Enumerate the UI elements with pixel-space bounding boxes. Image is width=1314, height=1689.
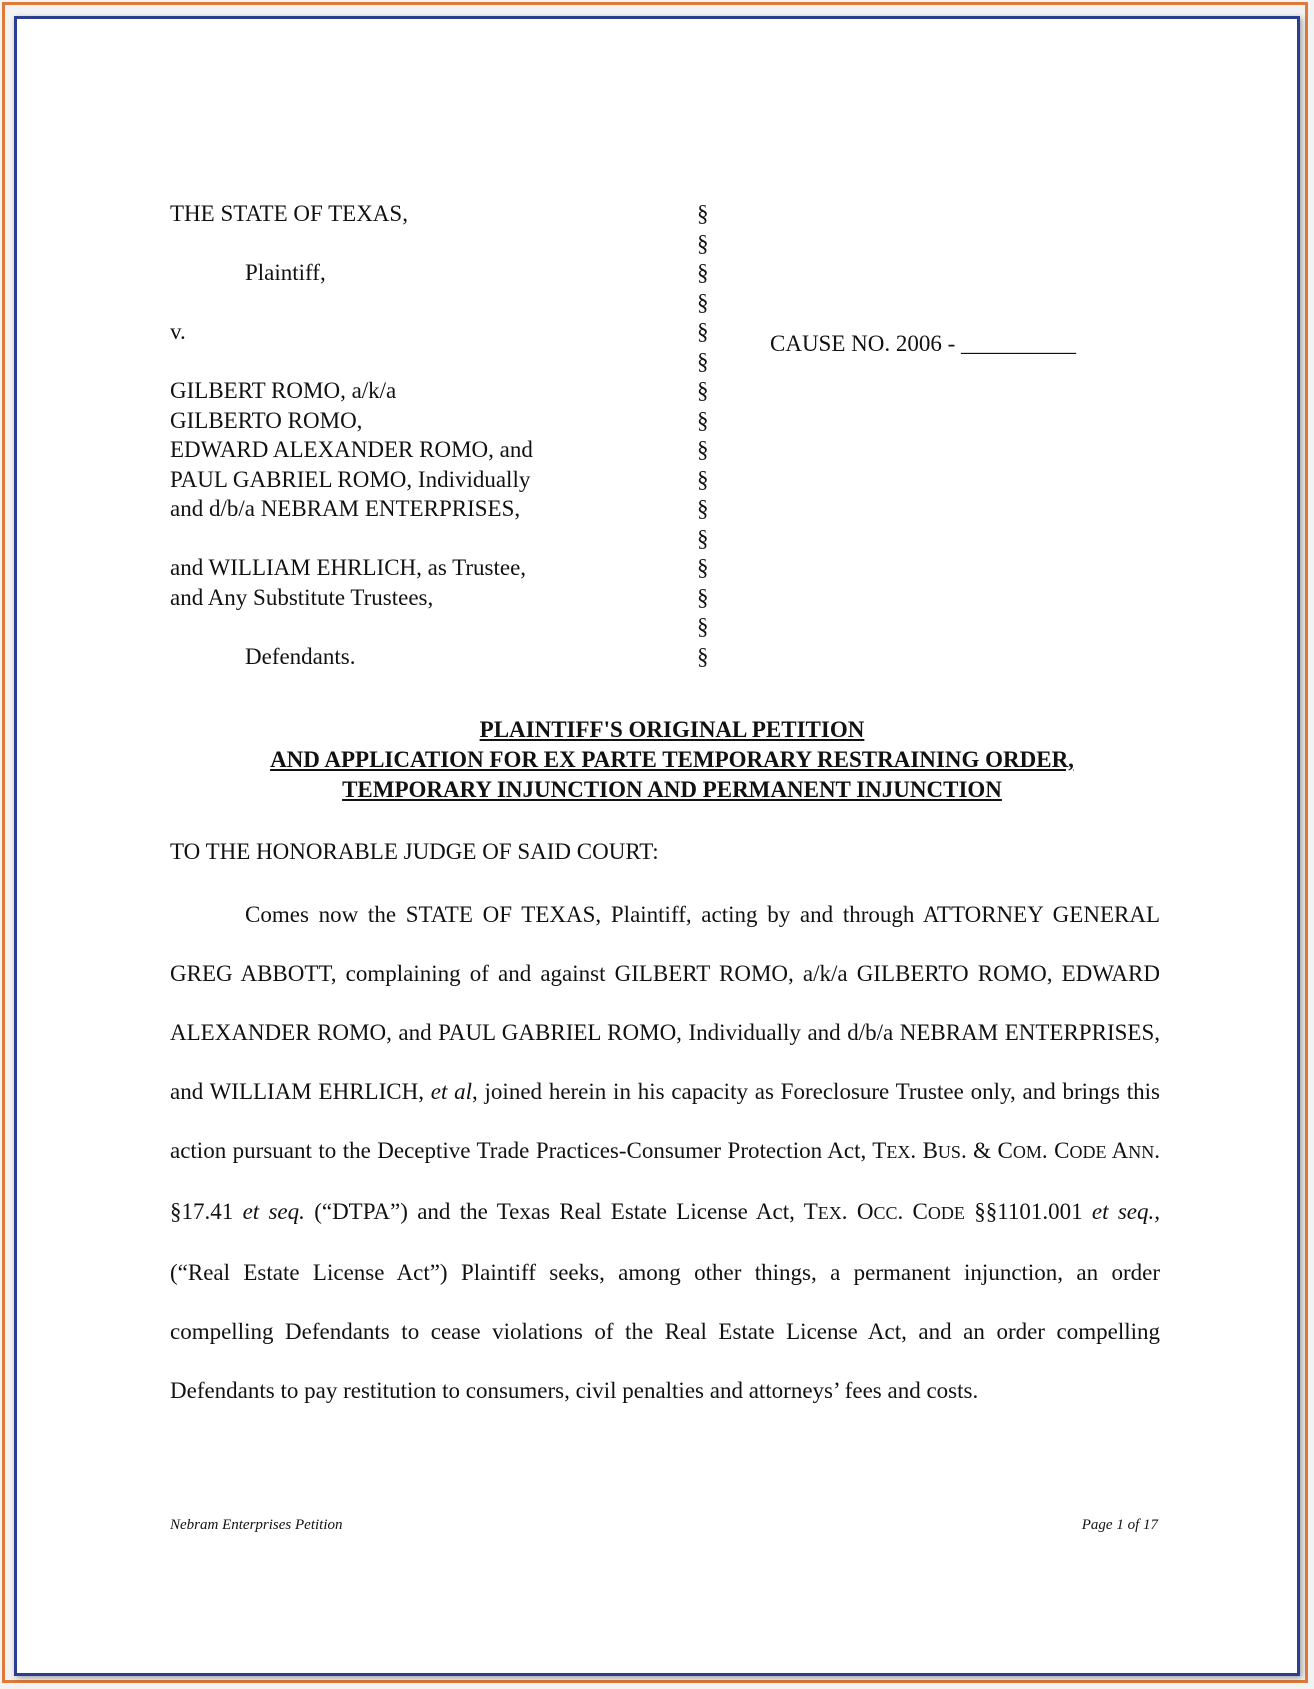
section-symbol: § <box>697 437 709 462</box>
versus: v. <box>170 319 186 344</box>
defendant-line: and d/b/a NEBRAM ENTERPRISES, <box>170 496 521 521</box>
section-symbol: § <box>697 555 709 580</box>
footer-document-name: Nebram Enterprises Petition <box>170 1517 343 1533</box>
document-page <box>14 16 1300 1676</box>
title-line-2: AND APPLICATION FOR EX PARTE TEMPORARY RESTRAINING ORDER, <box>270 747 1074 772</box>
defendant-line: GILBERTO ROMO, <box>170 407 363 433</box>
cause-number: CAUSE NO. 2006 - __________ <box>770 331 1077 356</box>
defendant-line: PAUL GABRIEL ROMO, Individually <box>170 466 531 492</box>
defendant-line: EDWARD ALEXANDER ROMO, and <box>170 437 533 462</box>
title-line-3: TEMPORARY INJUNCTION AND PERMANENT INJUNCTION <box>342 777 1002 802</box>
plaintiff-role: Plaintiff, <box>245 260 326 285</box>
section-symbol: § <box>697 643 709 669</box>
body-paragraph: Comes now the STATE OF TEXAS, Plaintiff, acting by and through ATTORNEY GENERAL GREG ABBOTT, complaining of and against GILBERT ROMO, a/k/a GILBERTO ROMO, EDWARD ALEXANDER ROMO, and PAUL GABRIEL ROMO, Individually and d/b/a NEBRAM ENTERPRISES, and WILLIAM EHRLICH, et al, joined herein in his capacity as Foreclosure Trustee only, and brings this action pursuant to the Deceptive Trade Practices-Consumer Protection Act, TEX. BUS. & COM. CODE ANN. §17.41 et seq. (“DTPA”) and the Texas Real Estate License Act, TEX. OCC. CODE §§1101.001 et seq., (“Real Estate License Act”) Plaintiff seeks, among other things, a permanent injunction, an order compelling Defendants to cease violations of the Real Estate License Act, and an order compelling Defendants to pay restitution to consumers, civil penalties and attorneys’ fees and costs. <box>170 902 1161 1403</box>
section-symbol: § <box>697 289 709 315</box>
section-symbol: § <box>697 230 709 256</box>
section-symbol: § <box>697 525 709 551</box>
title-line-1: PLAINTIFF'S ORIGINAL PETITION <box>479 717 865 742</box>
section-symbol: § <box>697 614 709 639</box>
petition-title <box>157 715 1187 805</box>
defendants-role: Defendants. <box>245 643 356 669</box>
section-symbol: § <box>697 378 709 403</box>
section-symbol-column <box>697 199 709 671</box>
section-symbol: § <box>697 584 709 610</box>
trustee-line: and Any Substitute Trustees, <box>170 584 434 610</box>
section-symbol: § <box>697 466 709 492</box>
trustee-line: and WILLIAM EHRLICH, as Trustee, <box>170 555 527 580</box>
plaintiff-name: THE STATE OF TEXAS, <box>170 201 408 226</box>
section-symbol: § <box>697 496 709 521</box>
footer-page-number: Page 1 of 17 <box>1081 1517 1158 1533</box>
section-symbol: § <box>697 201 709 226</box>
defendant-line: GILBERT ROMO, a/k/a <box>170 378 397 403</box>
case-caption <box>170 199 533 671</box>
section-symbol: § <box>697 319 709 344</box>
salutation: TO THE HONORABLE JUDGE OF SAID COURT: <box>170 839 659 864</box>
section-symbol: § <box>697 260 709 285</box>
section-symbol: § <box>697 348 709 374</box>
section-symbol: § <box>697 407 709 433</box>
